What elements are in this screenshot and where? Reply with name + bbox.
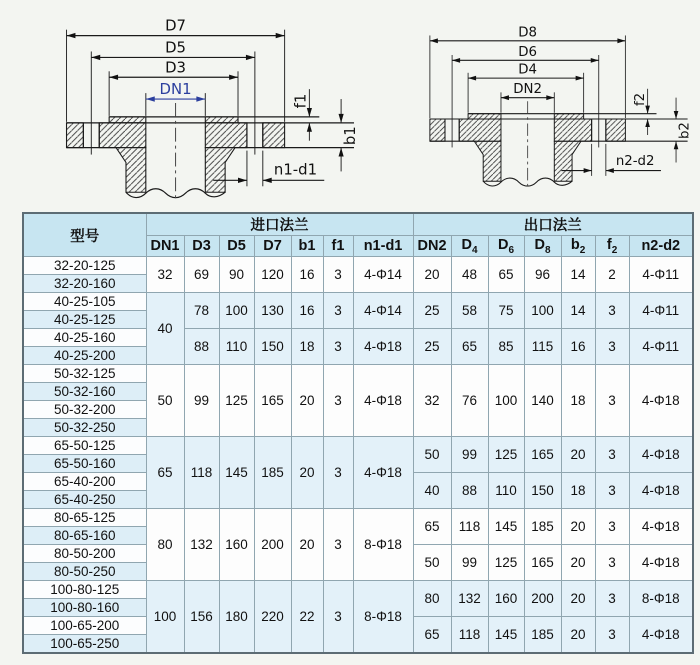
col-header-dn2: DN2 [413,236,451,257]
outlet-value-cell: 125 [488,437,524,473]
dim-label-n1-d1: n1-d1 [273,160,318,179]
outlet-value-cell: 140 [524,365,561,437]
outlet-value-cell: 165 [524,437,561,473]
outlet-value-cell: 115 [524,329,561,365]
outlet-value-cell: 14 [561,293,595,329]
dim-label-b2: b2 [677,122,692,140]
dim-label-n2-d2: n2-d2 [615,154,655,170]
outlet-value-cell: 4-Φ18 [629,509,693,545]
outlet-value-cell: 20 [413,257,451,293]
outlet-value-cell: 4-Φ18 [629,617,693,654]
model-cell: 65-50-160 [23,455,146,473]
outlet-value-cell: 165 [524,545,561,581]
col-header-model: 型号 [23,213,146,257]
inlet-value-cell: 185 [254,437,291,509]
outlet-value-cell: 3 [595,617,629,654]
dim-label-d8: D8 [518,25,537,41]
dim-label-d4: D4 [518,62,537,78]
inlet-value-cell: 4-Φ14 [353,257,413,293]
outlet-value-cell: 3 [595,581,629,617]
outlet-value-cell: 125 [488,545,524,581]
flange-spec-table [22,212,694,654]
model-cell: 50-32-125 [23,365,146,383]
dn1-cell: 65 [146,437,184,509]
inlet-value-cell: 180 [219,581,254,654]
inlet-value-cell: 69 [184,257,219,293]
inlet-value-cell: 20 [291,365,323,437]
inlet-value-cell: 3 [323,509,353,581]
outlet-value-cell: 200 [524,581,561,617]
outlet-value-cell: 25 [413,293,451,329]
inlet-value-cell: 99 [184,365,219,437]
inlet-value-cell: 20 [291,437,323,509]
outlet-value-cell: 145 [488,509,524,545]
model-cell: 65-50-125 [23,437,146,455]
outlet-value-cell: 99 [451,437,488,473]
flange-diagrams [0,0,700,208]
inlet-value-cell: 78 [184,293,219,329]
inlet-value-cell: 16 [291,293,323,329]
dn1-cell: 50 [146,365,184,437]
model-cell: 65-40-200 [23,473,146,491]
outlet-value-cell: 99 [451,545,488,581]
inlet-value-cell: 3 [323,437,353,509]
table-row [23,437,693,455]
dim-label-dn1: DN1 [159,80,192,99]
table-row [23,257,693,275]
inlet-value-cell: 3 [323,329,353,365]
outlet-value-cell: 3 [595,365,629,437]
outlet-value-cell: 3 [595,473,629,509]
outlet-value-cell: 2 [595,257,629,293]
inlet-value-cell: 220 [254,581,291,654]
inlet-value-cell: 150 [254,329,291,365]
col-header-d8: $D_8$ [524,236,561,257]
outlet-value-cell: 58 [451,293,488,329]
inlet-value-cell: 20 [291,509,323,581]
col-header-f1: f1 [323,236,353,257]
group-header-inlet: 进口法兰 [146,213,413,236]
inlet-value-cell: 4-Φ18 [353,365,413,437]
dim-label-d7: D7 [165,16,187,35]
outlet-value-cell: 96 [524,257,561,293]
table-row [23,365,693,383]
inlet-value-cell: 118 [184,437,219,509]
outlet-value-cell: 76 [451,365,488,437]
dim-label-d5: D5 [165,38,187,57]
inlet-value-cell: 145 [219,437,254,509]
outlet-value-cell: 65 [413,509,451,545]
inlet-value-cell: 120 [254,257,291,293]
dim-label-dn2: DN2 [513,82,542,98]
outlet-value-cell: 110 [488,473,524,509]
table-row [23,581,693,599]
inlet-value-cell: 110 [219,329,254,365]
outlet-value-cell: 100 [488,365,524,437]
model-cell: 65-40-250 [23,491,146,509]
dn1-cell: 100 [146,581,184,654]
model-cell: 50-32-200 [23,401,146,419]
outlet-value-cell: 145 [488,617,524,654]
model-cell: 50-32-250 [23,419,146,437]
inlet-value-cell: 200 [254,509,291,581]
model-cell: 32-20-125 [23,257,146,275]
outlet-value-cell: 50 [413,437,451,473]
outlet-value-cell: 8-Φ18 [629,581,693,617]
inlet-value-cell: 3 [323,257,353,293]
outlet-value-cell: 3 [595,329,629,365]
table-row [23,509,693,527]
inlet-value-cell: 132 [184,509,219,581]
inlet-value-cell: 90 [219,257,254,293]
col-header-d4: $D_4$ [451,236,488,257]
inlet-value-cell: 22 [291,581,323,654]
outlet-value-cell: 160 [488,581,524,617]
outlet-value-cell: 20 [561,545,595,581]
inlet-value-cell: 18 [291,329,323,365]
col-header-b1: b1 [291,236,323,257]
inlet-value-cell: 100 [219,293,254,329]
outlet-value-cell: 4-Φ18 [629,473,693,509]
inlet-flange-diagram [12,4,359,206]
dim-label-b1: b1 [340,126,359,146]
outlet-value-cell: 118 [451,509,488,545]
outlet-value-cell: 185 [524,617,561,654]
outlet-value-cell: 32 [413,365,451,437]
col-header-f2: $f_2$ [595,236,629,257]
outlet-value-cell: 4-Φ11 [629,257,693,293]
model-cell: 40-25-200 [23,347,146,365]
model-cell: 32-20-160 [23,275,146,293]
model-cell: 80-65-160 [23,527,146,545]
outlet-value-cell: 40 [413,473,451,509]
inlet-value-cell: 4-Φ18 [353,437,413,509]
dn1-cell: 32 [146,257,184,293]
outlet-value-cell: 20 [561,581,595,617]
outlet-value-cell: 18 [561,365,595,437]
dim-label-f1: f1 [291,93,310,109]
col-header-n1-d1: n1-d1 [353,236,413,257]
model-cell: 80-50-200 [23,545,146,563]
outlet-value-cell: 16 [561,329,595,365]
outlet-value-cell: 4-Φ11 [629,293,693,329]
dim-label-d6: D6 [518,44,537,60]
col-header-d6: $D_6$ [488,236,524,257]
outlet-value-cell: 132 [451,581,488,617]
inlet-value-cell: 156 [184,581,219,654]
outlet-value-cell: 4-Φ18 [629,545,693,581]
model-cell: 50-32-160 [23,383,146,401]
outlet-value-cell: 4-Φ18 [629,437,693,473]
outlet-value-cell: 3 [595,509,629,545]
model-cell: 80-50-250 [23,563,146,581]
outlet-value-cell: 85 [488,329,524,365]
outlet-value-cell: 65 [451,329,488,365]
inlet-value-cell: 4-Φ18 [353,329,413,365]
outlet-value-cell: 65 [413,617,451,654]
col-header-dn1: DN1 [146,236,184,257]
model-cell: 100-80-125 [23,581,146,599]
group-header-outlet: 出口法兰 [413,213,693,236]
inlet-value-cell: 165 [254,365,291,437]
outlet-value-cell: 20 [561,617,595,654]
outlet-value-cell: 185 [524,509,561,545]
outlet-value-cell: 20 [561,509,595,545]
model-cell: 40-25-160 [23,329,146,347]
outlet-value-cell: 3 [595,545,629,581]
dim-label-d3: D3 [165,58,187,77]
outlet-value-cell: 3 [595,293,629,329]
inlet-value-cell: 4-Φ14 [353,293,413,329]
outlet-value-cell: 150 [524,473,561,509]
model-cell: 100-65-250 [23,635,146,654]
outlet-value-cell: 48 [451,257,488,293]
outlet-value-cell: 4-Φ11 [629,329,693,365]
inlet-value-cell: 8-Φ18 [353,509,413,581]
outlet-value-cell: 80 [413,581,451,617]
dn1-cell: 80 [146,509,184,581]
model-cell: 80-65-125 [23,509,146,527]
model-cell: 100-80-160 [23,599,146,617]
outlet-value-cell: 25 [413,329,451,365]
outlet-value-cell: 118 [451,617,488,654]
model-cell: 40-25-125 [23,311,146,329]
inlet-value-cell: 3 [323,293,353,329]
col-header-n2-d2: n2-d2 [629,236,693,257]
outlet-value-cell: 65 [488,257,524,293]
outlet-value-cell: 14 [561,257,595,293]
outlet-value-cell: 18 [561,473,595,509]
table-row [23,329,693,347]
col-header-d5: D5 [219,236,254,257]
col-header-d7: D7 [254,236,291,257]
outlet-value-cell: 3 [595,437,629,473]
inlet-value-cell: 160 [219,509,254,581]
table-row [23,293,693,311]
inlet-value-cell: 125 [219,365,254,437]
col-header-b2: $b_2$ [561,236,595,257]
model-cell: 100-65-200 [23,617,146,635]
inlet-value-cell: 16 [291,257,323,293]
outlet-value-cell: 88 [451,473,488,509]
dn1-cell: 40 [146,293,184,365]
inlet-value-cell: 8-Φ18 [353,581,413,654]
dim-label-f2: f2 [633,92,649,107]
inlet-value-cell: 130 [254,293,291,329]
inlet-value-cell: 3 [323,365,353,437]
outlet-value-cell: 75 [488,293,524,329]
inlet-value-cell: 88 [184,329,219,365]
inlet-value-cell: 3 [323,581,353,654]
outlet-flange-diagram [381,4,692,202]
outlet-value-cell: 20 [561,437,595,473]
outlet-value-cell: 50 [413,545,451,581]
outlet-value-cell: 100 [524,293,561,329]
outlet-value-cell: 4-Φ18 [629,365,693,437]
col-header-d3: D3 [184,236,219,257]
model-cell: 40-25-105 [23,293,146,311]
